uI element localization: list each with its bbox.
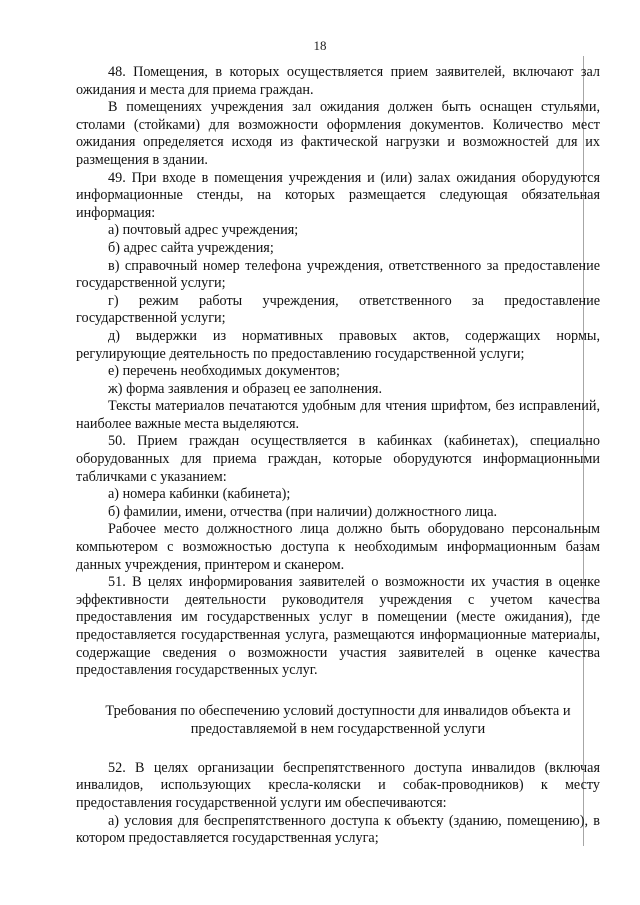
paragraph-49: 49. При входе в помещения учреждения и (или) залах ожидания оборудуются информационные стенды, на которых размещается следующая обязательная информация: <box>76 169 600 221</box>
list-item-49f: е) перечень необходимых документов; <box>108 363 340 380</box>
list-item-49d: г) режим работы учреждения, ответственного за предоставление государственной услуги; <box>76 292 600 327</box>
list-item-49c: в) справочный номер телефона учреждения, ответственного за предоставление государственной услуги; <box>76 257 600 292</box>
list-item-50b: б) фамилии, имени, отчества (при наличии) должностного лица. <box>108 503 498 520</box>
paragraph-48-equipment: В помещениях учреждения зал ожидания должен быть оснащен стульями, столами (стойками) для возможности оформления документов. Количество мест ожидания определяется исходя из фактической нагрузки и возможностей для их размещения в здании. <box>76 99 600 168</box>
list-item-49g: ж) форма заявления и образец ее заполнения. <box>108 380 383 397</box>
paragraph-52: 52. В целях организации беспрепятственного доступа инвалидов (включая инвалидов, использующих кресла-коляски и собак-проводников) к месту предоставления государственной услуги им обеспечиваются: <box>76 759 600 811</box>
page-number: 18 <box>313 38 327 53</box>
section-heading: Требования по обеспечению условий доступности для инвалидов объекта и предоставляемой в нем государственной услуги <box>105 702 571 737</box>
list-item-49b: б) адрес сайта учреждения; <box>108 239 274 256</box>
document-body <box>76 64 600 848</box>
paragraph-51: 51. В целях информирования заявителей о возможности их участия в оценке эффективности деятельности руководителя учреждения с учетом качества предоставления им государственных услуг в помещении (месте ожидания), где предоставляется государственная услуга, размещаются информационные материалы, содержащие сведения о возможности участия заявителей в оценке качества предоставления государственных услуг. <box>76 574 600 679</box>
list-item-50a: а) номера кабинки (кабинета); <box>108 486 291 503</box>
paragraph-48: 48. Помещения, в которых осуществляется прием заявителей, включают зал ожидания и места для приема граждан. <box>76 64 600 98</box>
list-item-49e: д) выдержки из нормативных правовых актов, содержащих нормы, регулирующие деятельность по предоставлению государственной услуги; <box>76 327 600 362</box>
paragraph-50: 50. Прием граждан осуществляется в кабинках (кабинетах), специально оборудованных для приема граждан, которые оборудуются информационными табличками с указанием: <box>76 433 600 485</box>
list-item-49a: а) почтовый адрес учреждения; <box>108 222 299 239</box>
paragraph-49-fonts: Тексты материалов печатаются удобным для чтения шрифтом, без исправлений, наиболее важные места выделяются. <box>76 398 600 432</box>
list-item-52a: а) условия для беспрепятственного доступа к объекту (зданию, помещению), в котором предоставляется государственная услуга; <box>76 812 600 847</box>
paragraph-50-workplace: Рабочее место должностного лица должно быть оборудовано персональным компьютером с возможностью доступа к необходимым информационным базам данных учреждения, принтером и сканером. <box>76 521 600 573</box>
